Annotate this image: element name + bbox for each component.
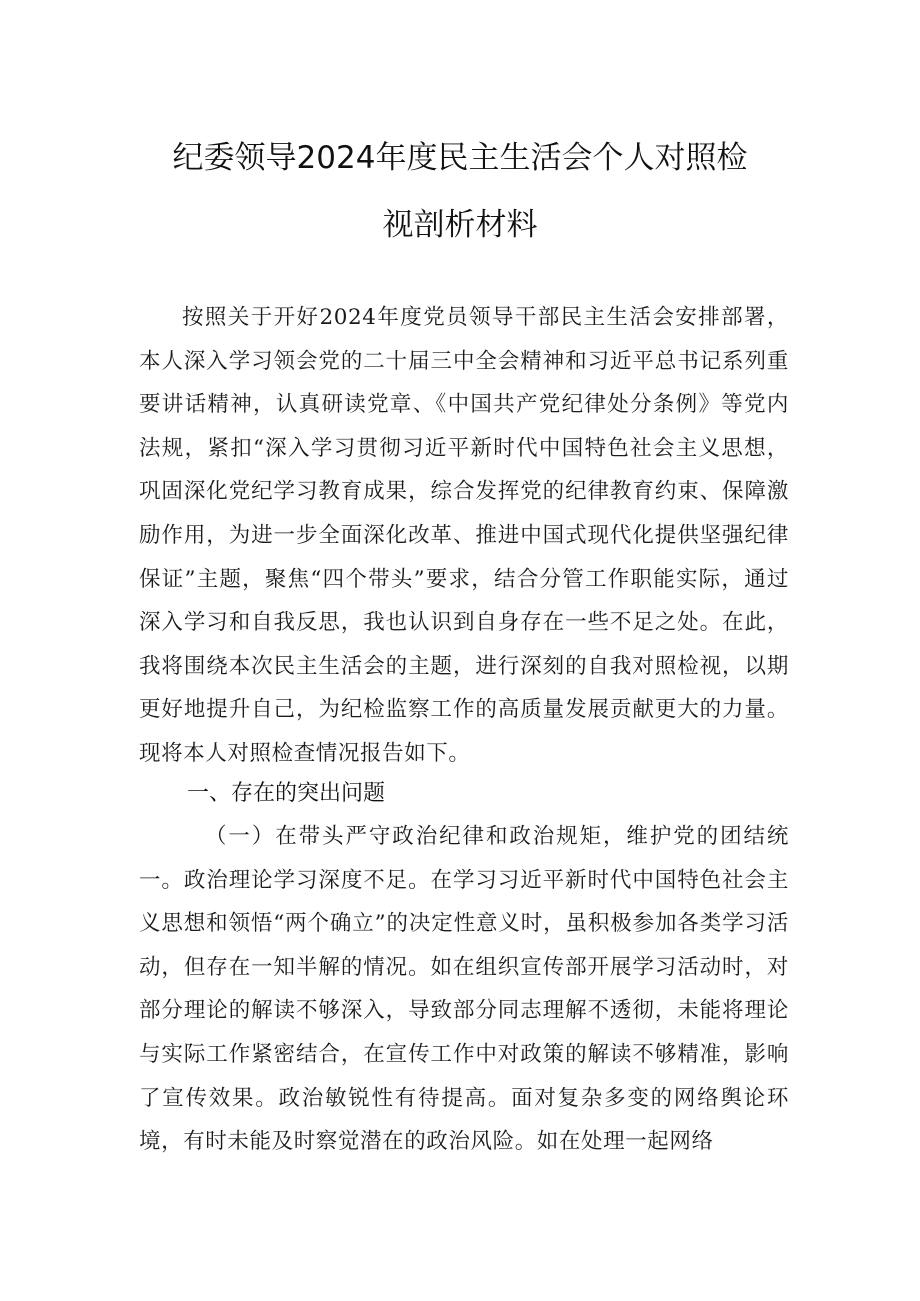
problems-section [139,815,789,1164]
section-paragraph: （一）在带头严守政治纪律和政治规矩，维护党的团结统一。政治理论学习深度不足。在学习习近平新时代中国特色社会主义思想和领悟“两个确立”的决定性意义时，虽积极参加各类学习活动，但存在一知半解的情况。如在组织宣传部开展学习活动时，对部分理论的解读不够深入，导致部分同志理解不透彻，未能将理论与实际工作紧密结合，在宣传工作中对政策的解读不够精准，影响了宣传效果。政治敏锐性有待提高。面对复杂多变的网络舆论环境，有时未能及时察觉潜在的政治风险。如在处理一起网络 [139,824,789,1155]
section-heading: 一、存在的突出问题 [187,781,386,806]
document-title-line-2: 视剖析材料 [382,207,538,243]
intro-paragraph: 按照关于开好2024年度党员领导干部民主生活会安排部署，本人深入学习领会党的二十届三中全会精神和习近平总书记系列重要讲话精神，认真研读党章、《中国共产党纪律处分条例》等党内法规，紧扣“深入学习贯彻习近平新时代中国特色社会主义思想，巩固深化党纪学习教育成果，综合发挥党的纪律教育约束、保障激励作用，为进一步全面深化改革、推进中国式现代化提供坚强纪律保证”主题，聚焦“四个带头”要求，结合分管工作职能实际，通过深入学习和自我反思，我也认识到自身存在一些不足之处。在此，我将围绕本次民主生活会的主题，进行深刻的自我对照检视，以期更好地提升自己，为纪检监察工作的高质量发展贡献更大的力量。现将本人对照检查情况报告如下。 [139,305,789,766]
intro-section [139,296,789,776]
document-title-line-1: 纪委领导2024年度民主生活会个人对照检 [172,140,748,176]
